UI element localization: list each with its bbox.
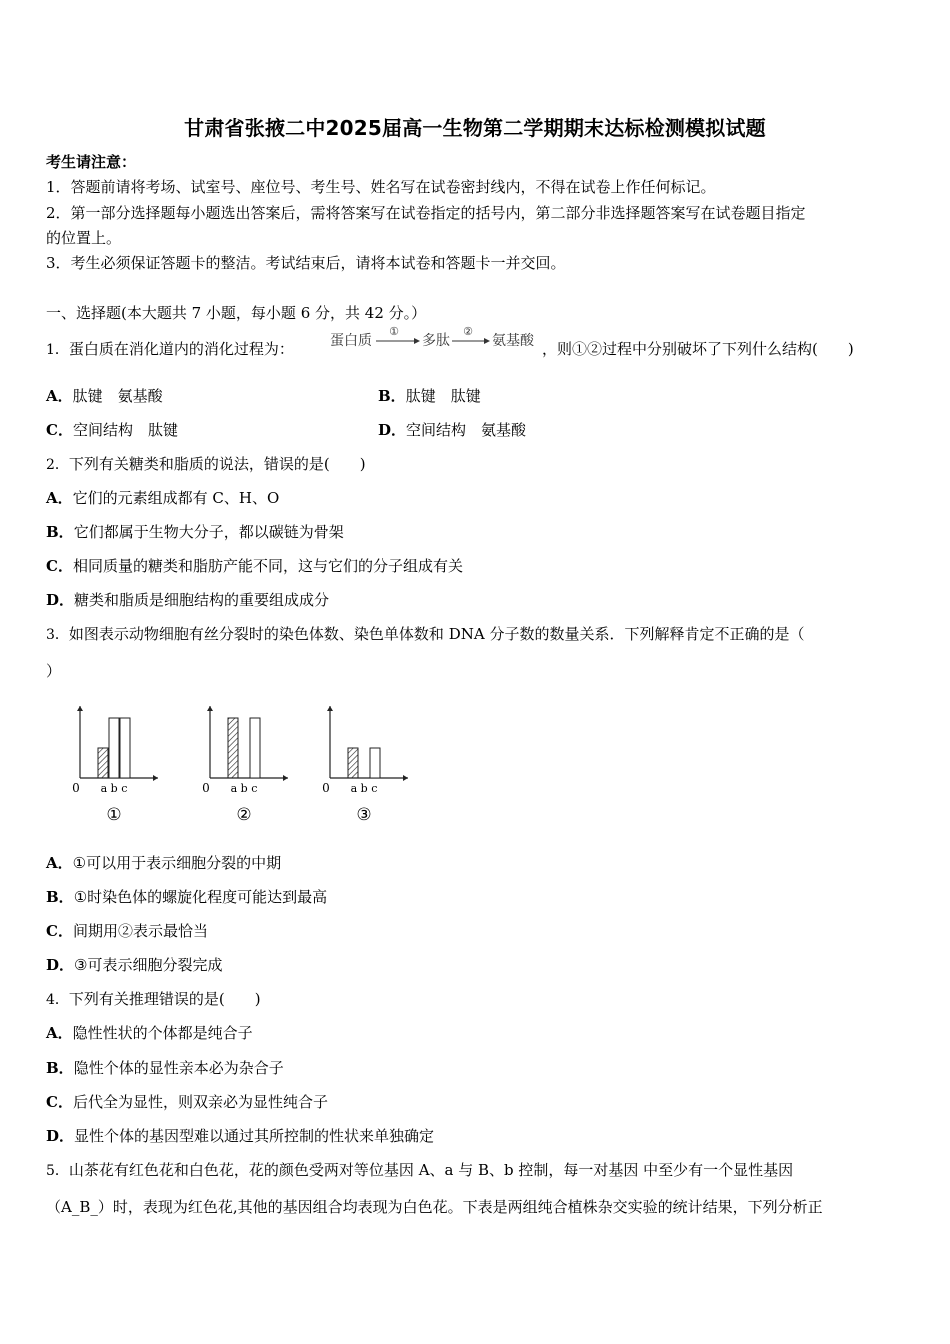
option-text: ①时染色体的螺旋化程度可能达到最高 — [73, 888, 328, 906]
question-text: 下列有关糖类和脂质的说法，错误的是( ) — [68, 455, 366, 473]
option-a — [46, 386, 163, 406]
origin-label: 0 — [322, 781, 330, 795]
digestion-process-diagram — [328, 324, 543, 356]
option-a — [46, 1023, 253, 1043]
option-d — [46, 1126, 434, 1146]
option-label: D． — [46, 1127, 75, 1145]
bar-a — [228, 718, 238, 778]
option-label: B． — [46, 523, 74, 541]
section-heading: 一、选择题(本大题共 7 小题，每小题 6 分，共 42 分。） — [46, 304, 427, 322]
option-d — [378, 420, 526, 440]
notice-item: 3．考生必须保证答题卡的整洁。考试结束后，请将本试卷和答题卡一并交回。 — [46, 254, 566, 272]
chart-title: ③ — [356, 805, 372, 825]
option-c — [46, 921, 208, 941]
option-text: 空间结构 肽键 — [72, 421, 178, 439]
option-c — [46, 556, 463, 576]
option-text: 间期用②表示最恰当 — [72, 922, 208, 940]
option-label: D． — [46, 591, 75, 609]
bar-c — [120, 718, 130, 778]
question-1-stem-end: ，则①②过程中分别破坏了下列什么结构( ) — [542, 340, 854, 358]
question-text: 蛋白质在消化道内的消化过程为： — [68, 340, 294, 358]
question-5-stem — [46, 1160, 793, 1181]
option-label: A． — [46, 854, 73, 872]
option-label: B． — [378, 387, 406, 405]
question-2-stem — [46, 454, 366, 475]
option-text: 显性个体的基因型难以通过其所控制的性状来单独确定 — [74, 1127, 435, 1145]
option-text: 隐性性状的个体都是纯合子 — [72, 1024, 253, 1042]
diagram-step-1: ① — [389, 325, 399, 338]
option-label: B． — [46, 1059, 74, 1077]
option-label: D． — [378, 421, 407, 439]
option-a — [46, 853, 281, 873]
y-axis-arrow — [327, 706, 333, 711]
option-text: 空间结构 氨基酸 — [406, 421, 527, 439]
bar-chart-3 — [316, 700, 416, 828]
diagram-arrowhead-2 — [484, 338, 490, 344]
diagram-step-2: ② — [463, 325, 473, 338]
option-label: A． — [46, 489, 73, 507]
option-text: 它们都属于生物大分子，都以碳链为骨架 — [73, 523, 344, 541]
x-axis-arrow — [283, 775, 288, 781]
question-number: 5． — [46, 1163, 69, 1179]
x-tick-labels: a b c — [100, 782, 128, 795]
option-c — [46, 420, 178, 440]
bar-chart-1 — [66, 700, 166, 828]
option-label: A． — [46, 1024, 73, 1042]
question-3-stem-cont: ） — [46, 662, 62, 680]
question-1-stem — [46, 339, 294, 360]
question-text: 山茶花有红色花和白色花，花的颜色受两对等位基因 A、a 与 B、b 控制，每一对基因 中至少有一个显性基因 — [68, 1161, 794, 1179]
option-b — [46, 522, 344, 542]
question-number: 2． — [46, 457, 69, 473]
option-label: C． — [46, 922, 73, 940]
option-text: 肽键 肽键 — [405, 387, 481, 405]
option-text: 相同质量的糖类和脂肪产能不同，这与它们的分子组成有关 — [72, 557, 463, 575]
option-text: 糖类和脂质是细胞结构的重要组成成分 — [74, 591, 330, 609]
bar-a — [348, 748, 358, 778]
option-a — [46, 488, 279, 508]
option-label: A． — [46, 387, 73, 405]
question-number: 4． — [46, 992, 69, 1008]
bar-chart-2 — [196, 700, 296, 828]
x-axis-arrow — [403, 775, 408, 781]
option-text: 肽键 氨基酸 — [72, 387, 163, 405]
notice-heading: 考生请注意： — [46, 153, 137, 171]
x-tick-labels: a b c — [230, 782, 258, 795]
chart-title: ② — [236, 805, 252, 825]
option-text: ①可以用于表示细胞分裂的中期 — [72, 854, 282, 872]
option-c — [46, 1092, 328, 1112]
option-text: 后代全为显性，则双亲必为显性纯合子 — [72, 1093, 328, 1111]
bar-c — [250, 718, 260, 778]
question-text: 下列有关推理错误的是( ) — [68, 990, 261, 1008]
question-5-stem-cont: （A_B_）时，表现为红色花,其他的基因组合均表现为白色花。下表是两组纯合植株杂交实验的统计结果，下列分析正 — [46, 1198, 823, 1216]
chart-title: ① — [106, 805, 122, 825]
bar-a — [98, 748, 108, 778]
option-b — [46, 1058, 284, 1078]
x-tick-labels: a b c — [350, 782, 378, 795]
notice-item: 2．第一部分选择题每小题选出答案后，需将答案写在试卷指定的括号内，第二部分非选择题答案写在试卷题目指定 — [46, 204, 806, 222]
option-label: D． — [46, 956, 75, 974]
question-4-stem — [46, 989, 261, 1010]
diagram-node-peptide: 多肽 — [422, 333, 450, 349]
question-number: 1． — [46, 342, 69, 358]
origin-label: 0 — [202, 781, 210, 795]
diagram-node-protein: 蛋白质 — [330, 333, 372, 349]
option-text: 隐性个体的显性亲本必为杂合子 — [73, 1059, 284, 1077]
x-axis-arrow — [153, 775, 158, 781]
option-text: ③可表示细胞分裂完成 — [74, 956, 223, 974]
origin-label: 0 — [72, 781, 80, 795]
option-label: B． — [46, 888, 74, 906]
notice-item: 1．答题前请将考场、试室号、座位号、考生号、姓名写在试卷密封线内，不得在试卷上作任何标记。 — [46, 178, 716, 196]
page-title: 甘肃省张掖二中2025届高一生物第二学期期末达标检测模拟试题 — [184, 116, 766, 140]
option-label: C． — [46, 421, 73, 439]
diagram-node-amino-acid: 氨基酸 — [492, 333, 534, 349]
y-axis-arrow — [207, 706, 213, 711]
question-3-stem — [46, 624, 804, 645]
option-b — [46, 887, 327, 907]
option-b — [378, 386, 481, 406]
option-text: 它们的元素组成都有 C、H、O — [72, 489, 280, 507]
option-d — [46, 955, 222, 975]
diagram-arrowhead-1 — [414, 338, 420, 344]
bar-b — [109, 718, 119, 778]
question-number: 3． — [46, 627, 69, 643]
option-label: C． — [46, 1093, 73, 1111]
y-axis-arrow — [77, 706, 83, 711]
notice-item: 的位置上。 — [46, 229, 122, 247]
option-d — [46, 590, 329, 610]
bar-c — [370, 748, 380, 778]
option-label: C． — [46, 557, 73, 575]
question-text: 如图表示动物细胞有丝分裂时的染色体数、染色单体数和 DNA 分子数的数量关系．下列解释肯定不正确的是（ — [68, 625, 805, 643]
